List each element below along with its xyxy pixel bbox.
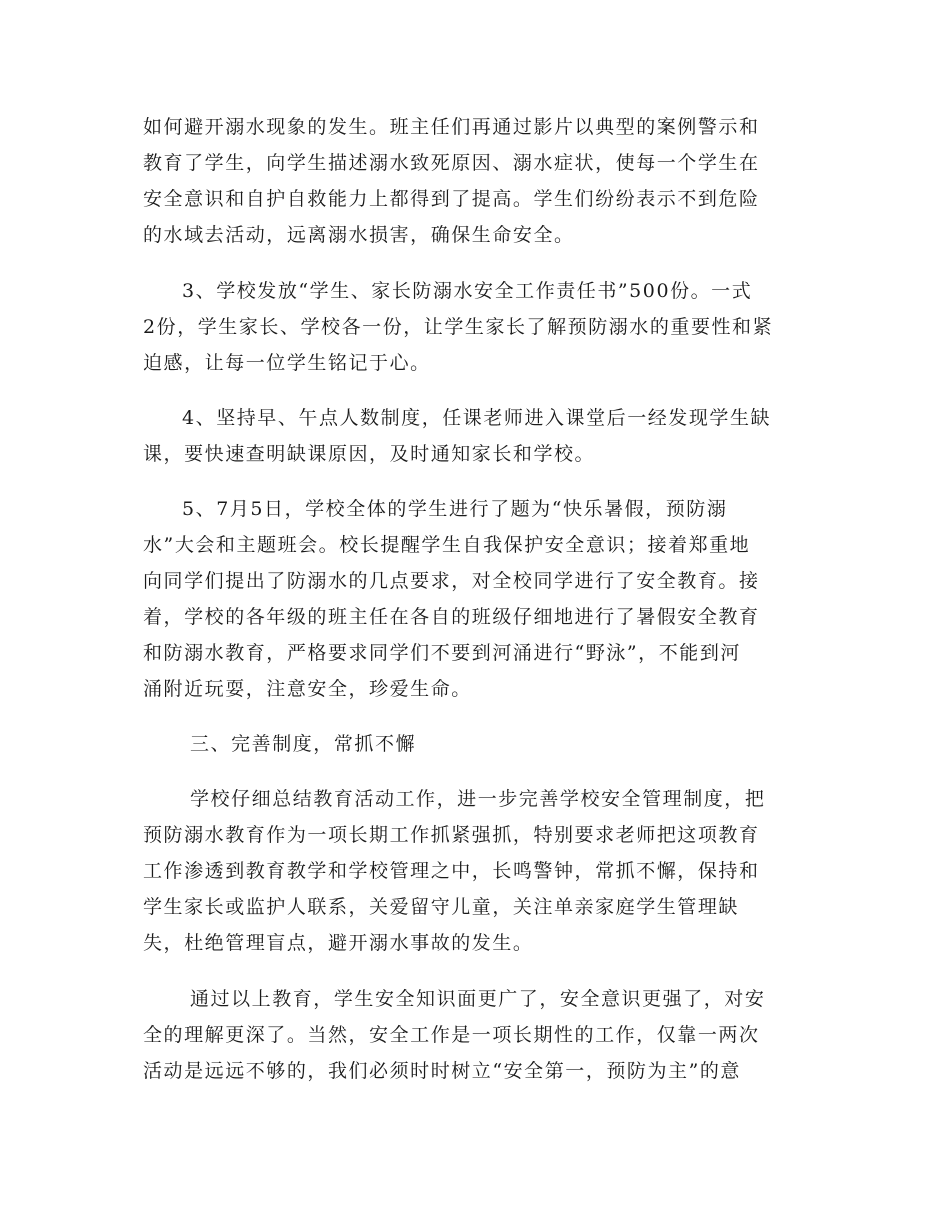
text-line: 工作渗透到教育教学和学校管理之中，长鸣警钟，常抓不懈，保持和 <box>143 860 760 882</box>
text-line: 活动是远远不够的，我们必须时时树立“安全第一，预防为主”的意 <box>143 1060 741 1082</box>
text-line: 5、7月5日，学校全体的学生进行了题为“快乐暑假，预防溺 <box>182 498 728 520</box>
text-line: 学校仔细总结教育活动工作，进一步完善学校安全管理制度，把 <box>190 788 766 810</box>
text-line: 2份，学生家长、学校各一份，让学生家长了解预防溺水的重要性和紧 <box>143 316 774 338</box>
text-line: 教育了学生，向学生描述溺水致死原因、溺水症状，使每一个学生在 <box>143 152 760 174</box>
text-line: 课，要快速查明缺课原因，及时通知家长和学校。 <box>143 443 596 465</box>
text-line: 的水域去活动，远离溺水损害，确保生命安全。 <box>143 224 575 246</box>
section-heading: 三、完善制度，常抓不懈 <box>190 733 417 755</box>
text-line: 和防溺水教育，严格要求同学们不要到河涌进行“野泳”，不能到河 <box>143 642 741 664</box>
text-line: 全的理解更深了。当然，安全工作是一项长期性的工作，仅靠一两次 <box>143 1024 760 1046</box>
text-line: 安全意识和自护自救能力上都得到了提高。学生们纷纷表示不到危险 <box>143 188 760 210</box>
text-line: 通过以上教育，学生安全知识面更广了，安全意识更强了，对安 <box>190 988 766 1010</box>
text-line: 着，学校的各年级的班主任在各自的班级仔细地进行了暑假安全教育 <box>143 606 760 628</box>
text-line: 水”大会和主题班会。校长提醒学生自我保护安全意识；接着郑重地 <box>143 534 751 556</box>
text-line: 涌附近玩耍，注意安全，珍爱生命。 <box>143 678 472 700</box>
text-line: 学生家长或监护人联系，关爱留守儿童，关注单亲家庭学生管理缺 <box>143 896 739 918</box>
text-line: 失，杜绝管理盲点，避开溺水事故的发生。 <box>143 932 534 954</box>
text-line: 3、学校发放“学生、家长防溺水安全工作责任书”500份。一式 <box>182 280 753 302</box>
text-line: 预防溺水教育作为一项长期工作抓紧强抓，特别要求老师把这项教育 <box>143 824 760 846</box>
text-line: 迫感，让每一位学生铭记于心。 <box>143 352 431 374</box>
text-line: 如何避开溺水现象的发生。班主任们再通过影片以典型的案例警示和 <box>143 116 760 138</box>
text-line: 向同学们提出了防溺水的几点要求，对全校同学进行了安全教育。接 <box>143 570 760 592</box>
text-line: 4、坚持早、午点人数制度，任课老师进入课堂后一经发现学生缺 <box>182 407 772 429</box>
